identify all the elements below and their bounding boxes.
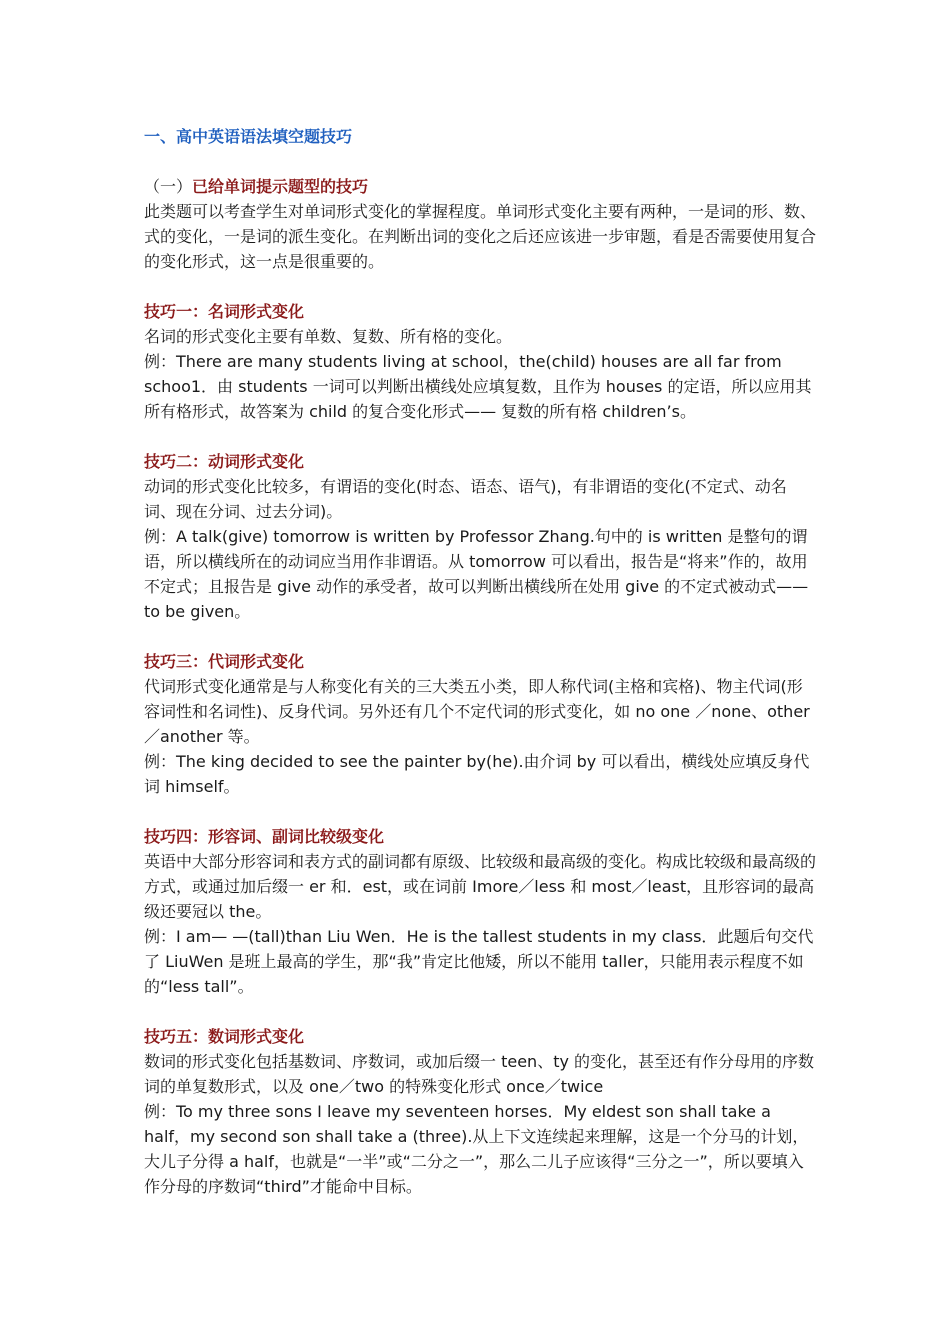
document-title: 一、高中英语语法填空题技巧	[144, 127, 353, 146]
tip-example: 例：To my three sons I leave my seventeen horses．My eldest son shall take a half，my second son shall take a (three).从上下文连续起来理解，这是一个分马的计划，大儿子分得 a half，也就是“一半”或“二分之一”，那么二儿子应该得“三分之一”，所以要填入作分母的序数词“third”才能命中目标。	[144, 1102, 809, 1196]
tip-block-1	[144, 299, 816, 424]
section-heading	[144, 174, 816, 199]
tip-example: 例：There are many students living at school，the(child) houses are all far from schoo1．由 students 一词可以判断出横线处应填复数，且作为 houses 的定语，所以应用其所有格形式，故答案为 child 的复合变化形式—— 复数的所有格 children’s。	[144, 352, 812, 421]
tip-heading: 技巧一：名词形式变化	[144, 302, 305, 321]
tip-example: 例：A talk(give) tomorrow is written by Professor Zhang.句中的 is written 是整句的谓语，所以横线所在的动词应当用作非谓语。从 tomorrow 可以看出，报告是“将来”作的，故用不定式；且报告是 give 动作的承受者，故可以判断出横线所在处用 give 的不定式被动式——to be given。	[144, 527, 809, 621]
tip-paragraph: 动词的形式变化比较多，有谓语的变化(时态、语态、语气)，有非谓语的变化(不定式、动名词、现在分词、过去分词)。	[144, 477, 787, 521]
section-number: （一）	[144, 177, 193, 196]
tip-heading: 技巧五：数词形式变化	[144, 1027, 305, 1046]
tip-heading: 技巧四：形容词、副词比较级变化	[144, 827, 385, 846]
tip-example: 例：I am— —(tall)than Liu Wen．He is the tallest students in my class．此题后句交代了 LiuWen 是班上最高的学生，那“我”肯定比他矮，所以不能用 taller，只能用表示程度不如的“less tall”。	[144, 927, 814, 996]
tip-heading: 技巧三：代词形式变化	[144, 652, 305, 671]
tip-block-4	[144, 824, 816, 999]
tip-paragraph: 代词形式变化通常是与人称变化有关的三大类五小类，即人称代词(主格和宾格)、物主代词(形容词性和名词性)、反身代词。另外还有几个不定代词的形式变化，如 no one ／none、other／another 等。	[144, 677, 810, 746]
document-page	[144, 124, 816, 1224]
tip-block-2	[144, 449, 816, 624]
tip-example: 例：The king decided to see the painter by(he).由介词 by 可以看出，横线处应填反身代词 himself。	[144, 752, 810, 796]
tip-block-5	[144, 1024, 816, 1199]
tip-paragraph: 名词的形式变化主要有单数、复数、所有格的变化。	[144, 327, 513, 346]
section-title: 已给单词提示题型的技巧	[192, 177, 369, 196]
tip-paragraph: 数词的形式变化包括基数词、序数词，或加后缀一 teen、ty 的变化，甚至还有作分母用的序数词的单复数形式，以及 one／two 的特殊变化形式 once／twice	[144, 1052, 815, 1096]
tip-paragraph: 英语中大部分形容词和表方式的副词都有原级、比较级和最高级的变化。构成比较级和最高级的方式，或通过加后缀一 er 和．est，或在词前 Imore／less 和 most／least，且形容词的最高级还要冠以 the。	[144, 852, 817, 921]
section-intro: 此类题可以考查学生对单词形式变化的掌握程度。单词形式变化主要有两种，一是词的形、数、式的变化，一是词的派生变化。在判断出词的变化之后还应该进一步审题，看是否需要使用复合的变化形式，这一点是很重要的。	[144, 202, 817, 271]
tip-block-3	[144, 649, 816, 799]
tip-heading: 技巧二：动词形式变化	[144, 452, 305, 471]
section-block	[144, 174, 816, 274]
